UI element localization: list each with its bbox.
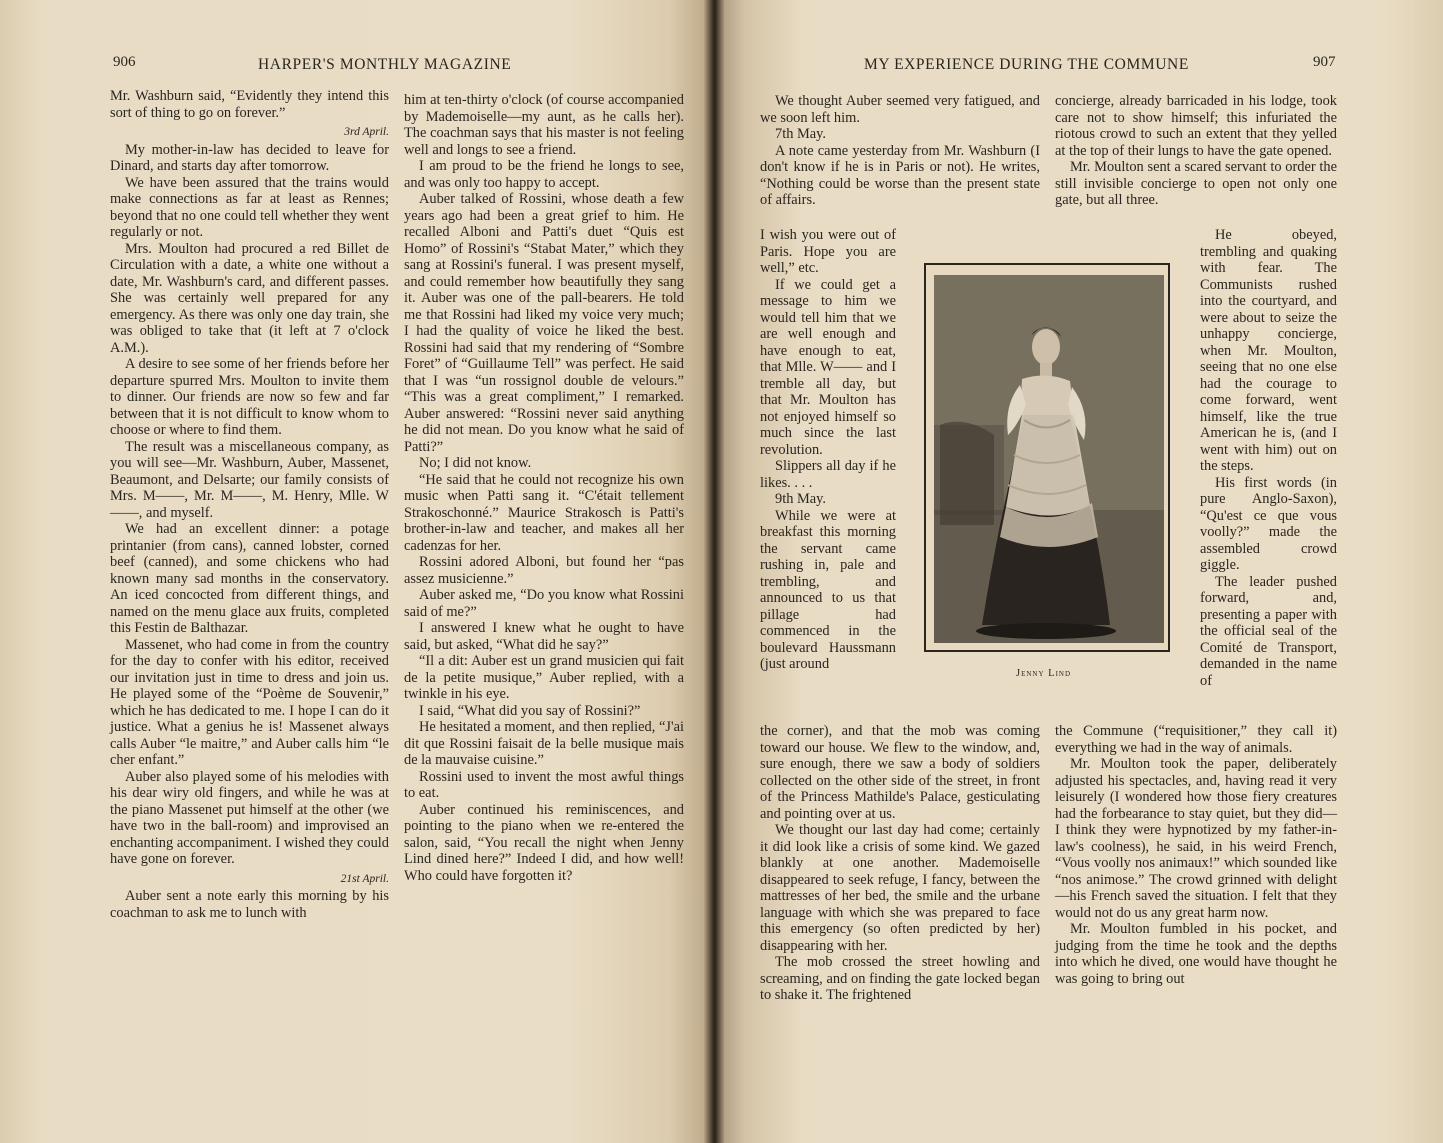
paragraph: I wish you were out of Paris. Hope you are well,” etc. <box>760 227 896 276</box>
book-gutter <box>704 0 724 1143</box>
page-number-right: 907 <box>1313 54 1336 70</box>
paragraph: Massenet, who had come in from the country for the day to confer with his editor, received our invitation just in time to dress and join us. He played some of the “Poème de Souvenir,” which he has dedicated to me. I hope I can do it justice. What a genius he is! Massenet always calls Auber “le maitre,” and Auber calls him “le cher enfant.” <box>110 636 389 768</box>
paragraph: him at ten-thirty o'clock (of course accompanied by Mademoiselle—my aunt, as he calls her). The coachman says that his master is not feeling well and longs to see a friend. <box>404 92 684 158</box>
paragraph: Auber sent a note early this morning by his coachman to ask me to lunch with <box>110 888 389 921</box>
paragraph: Auber also played some of his melodies with his dear wiry old fingers, and while he was at the piano Massenet put himself at the other (we have two in the ball-room) and improvised an enchanting accompaniment. I wished they could have gone on forever. <box>110 768 389 867</box>
paragraph: “Il a dit: Auber est un grand musicien qui fait de la petite musique,” Auber replied, with a twinkle in his eye. <box>404 653 684 702</box>
text-column-4-narrow <box>1200 227 1337 689</box>
paragraph: We thought our last day had come; certainly it did look like a crisis of some kind. We gazed blankly at one another. Mademoiselle disappeared to seek refuge, I fancy, between the mattresses of her bed, the smile and the urbane language with which she was prepared to face this emergency (so often predicted by her) disappearing with her. <box>760 822 1040 954</box>
paragraph: concierge, already barricaded in his lodge, took care not to show himself; this infuriated the riotous crowd to such an extent that they yelled at the top of their lungs to have the gate opened. <box>1055 93 1337 159</box>
paragraph: Mrs. Moulton had procured a red Billet de Circulation with a date, a white one without a date, Mr. Washburn's card, and different passes. She was certainly well prepared for any emergency. As there was only one day train, she was obliged to take that (it left at 7 o'clock A.M.). <box>110 240 389 356</box>
paragraph: Mr. Moulton took the paper, deliberately adjusted his spectacles, and, having read it very leisurely (I wondered how those fiery creatures had the forbearance to stay quiet, but they did—I think they were hypnotized by my father-in-law's coolness), he said, in his weird French, “Vous voolly nos animaux!” which sounded like “nos animose.” The crowd grinned with delight—his French saved the situation. I felt that they would not do us any great harm now. <box>1055 756 1337 921</box>
paragraph: His first words (in pure Anglo-Saxon), “Qu'est ce que vous voolly?” made the assembled crowd giggle. <box>1200 474 1337 573</box>
page-number-left: 906 <box>113 54 136 70</box>
date-heading: 21st April. <box>340 872 389 885</box>
paragraph: We had an excellent dinner: a potage printanier (from cans), canned lobster, corned beef (canned), and some chickens who had known many sad months in the conservatory. An iced concocted from different things, and named on the menu glace aux fruits, completed this Festin de Balthazar. <box>110 521 389 636</box>
text-column-3-narrow <box>760 227 896 673</box>
paragraph: A desire to see some of her friends before her departure spurred Mrs. Moulton to invite them to dinner. Our friends are now so few and far between that it is not difficult to know whom to choose or where to find them. <box>110 356 389 438</box>
date-heading: 9th May. <box>775 491 827 507</box>
paragraph: “He said that he could not recognize his own music when Patti sang it. “C'était tellement Strakoschonné.” Maurice Strakosch is Patti's brother-in-law and teacher, and makes all her cadenzas for her. <box>404 471 684 554</box>
paragraph: I answered I knew what he ought to have said, but asked, “What did he say?” <box>404 620 684 653</box>
paragraph: Mr. Moulton sent a scared servant to order the still invisible concierge to open not only one gate, but all three. <box>1055 159 1337 208</box>
paragraph: The leader pushed forward, and, presenting a paper with the official seal of the Comité de Transport, demanded in the name of <box>1200 573 1337 689</box>
date-heading: 3rd April. <box>344 126 389 138</box>
paragraph: the corner), and that the mob was coming toward our house. We flew to the window, and, sure enough, there we saw a body of soldiers collected on the other side of the street, in front of the Princess Mathilde's Palace, gesticulating and pointing over at us. <box>760 723 1040 822</box>
date-heading: 7th May. <box>775 126 827 142</box>
text-column-1 <box>110 88 389 921</box>
paragraph: The mob crossed the street howling and screaming, and on finding the gate locked began to shake it. The frightened <box>760 954 1040 1003</box>
paragraph: We have been assured that the trains would make connections as far at least as Rennes; beyond that no one could tell whether they went regularly or not. <box>110 174 389 240</box>
paragraph: Auber asked me, “Do you know what Rossini said of me?” <box>404 587 684 620</box>
paragraph: Slippers all day if he likes. . . . <box>760 458 896 491</box>
photo-caption: Jenny Lind <box>1016 668 1072 679</box>
paragraph: If we could get a message to him we would tell him that we are well enough and have enough to eat, that Mlle. W—— and I tremble all day, but that Mr. Moulton has not enjoyed himself so much since the last revolution. <box>760 276 896 458</box>
paragraph: A note came yesterday from Mr. Washburn (I don't know if he is in Paris or not). He writes, “Nothing could be worse than the present state of affairs. <box>760 142 1040 208</box>
text-column-4-bottom <box>1055 723 1337 987</box>
paragraph: He hesitated a moment, and then replied, “J'ai dit que Rossini faisait de la belle musique mais de la mauvaise cuisine.” <box>404 719 684 768</box>
portrait-figure-illustration <box>934 275 1164 643</box>
running-head-right: MY EXPERIENCE DURING THE COMMUNE <box>864 56 1189 73</box>
running-head-left: HARPER'S MONTHLY MAGAZINE <box>258 56 512 73</box>
paragraph: We thought Auber seemed very fatigued, and we soon left him. <box>760 93 1040 126</box>
paragraph: Auber continued his reminiscences, and pointing to the piano when we re-entered the salon, said, “You recall the night when Jenny Lind dined here?” Indeed I did, and how well! Who could have forgotten it? <box>404 801 684 884</box>
paragraph: My mother-in-law has decided to leave for Dinard, and starts day after tomorrow. <box>110 141 389 174</box>
paragraph: No; I did not know. <box>419 455 532 471</box>
left-page <box>0 0 712 1143</box>
portrait-photograph <box>934 275 1164 643</box>
paragraph: While we were at breakfast this morning the servant came rushing in, pale and trembling, and announced to us that pillage had commenced in the boulevard Haussmann (just around <box>760 507 896 672</box>
paragraph: Auber talked of Rossini, whose death a few years ago had been a great grief to him. He recalled Alboni and Patti's duet “Quis est Homo” of Rossini's “Stabat Mater,” which they sang at Rossini's funeral. I was present myself, and could remember how beautifully they sang it. Auber was one of the pall-bearers. He told me that Rossini had liked my voice very much; I had the quality of voice he liked the best. Rossini had said that my rendering of “Sombre Foret” of “Guillaume Tell” was perfect. He said that I was “un rossignol double de velours.” “This was a great compliment,” I remarked. Auber answered: “Rossini never said anything he did not mean. Do you know what he said of Patti?” <box>404 191 684 455</box>
text-column-4-top <box>1055 93 1337 209</box>
text-column-3-bottom <box>760 723 1040 1004</box>
text-column-2 <box>404 92 684 884</box>
paragraph: I am proud to be the friend he longs to see, and was only too happy to accept. <box>404 158 684 191</box>
paragraph: I said, “What did you say of Rossini?” <box>419 702 641 719</box>
paragraph: Rossini adored Alboni, but found her “pas assez musicienne.” <box>404 554 684 587</box>
paragraph: the Commune (“requisitioner,” they call it) everything we had in the way of animals. <box>1055 723 1337 756</box>
jenny-lind-portrait <box>924 263 1170 652</box>
paragraph: Mr. Washburn said, “Evidently they intend this sort of thing to go on forever.” <box>110 88 389 121</box>
paragraph: The result was a miscellaneous company, as you will see—Mr. Washburn, Auber, Massenet, Beaumont, and Delsarte; our family consists of Mrs. M——, Mr. M——, M. Henry, Mlle. W——, and myself. <box>110 438 389 521</box>
paragraph: He obeyed, trembling and quaking with fear. The Communists rushed into the courtyard, and were about to seize the unhappy concierge, when Mr. Moulton, seeing that no one else had the courage to come forward, went himself, like the true American he is, (and I went with him) out on the steps. <box>1200 227 1337 474</box>
text-column-3-top <box>760 93 1040 209</box>
paragraph: Rossini used to invent the most awful things to eat. <box>404 768 684 801</box>
paragraph: Mr. Moulton fumbled in his pocket, and judging from the time he took and the depths into which he dived, one would have thought he was going to bring out <box>1055 921 1337 987</box>
